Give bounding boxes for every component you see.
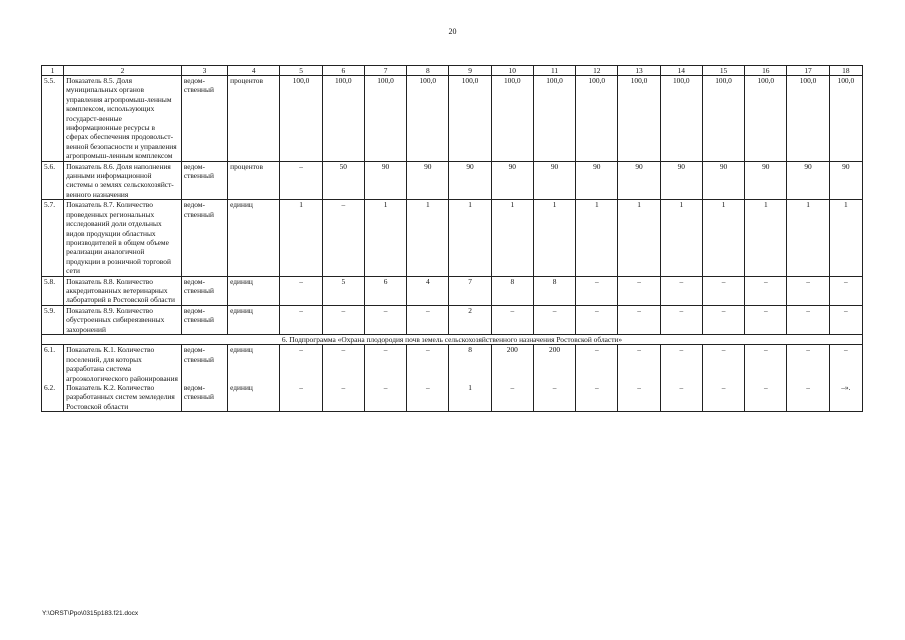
value-cell: 8	[491, 276, 533, 305]
table-row	[42, 305, 863, 334]
indicator-type: ведом-ственный	[181, 161, 227, 200]
value-cell: 200	[491, 345, 533, 383]
column-header-18: 18	[829, 66, 862, 76]
value-cell: –	[660, 276, 702, 305]
unit-of-measure: единиц	[228, 383, 280, 412]
value-cell: –	[533, 383, 575, 412]
value-cell: 1	[491, 200, 533, 276]
value-cell: 1	[449, 200, 491, 276]
value-cell: –	[702, 383, 744, 412]
value-cell: 1	[660, 200, 702, 276]
value-cell: 100,0	[449, 76, 491, 162]
row-number: 5.5.	[42, 76, 64, 162]
value-cell: –	[576, 276, 618, 305]
indicator-type: ведом-ственный	[181, 276, 227, 305]
indicators-table	[41, 65, 863, 412]
value-cell: 90	[407, 161, 449, 200]
header-row	[42, 66, 863, 76]
value-cell: 90	[787, 161, 829, 200]
value-cell: –	[829, 305, 862, 334]
value-cell: –	[280, 161, 322, 200]
value-cell: 90	[491, 161, 533, 200]
table-row	[42, 200, 863, 276]
column-header-17: 17	[787, 66, 829, 76]
value-cell: 90	[533, 161, 575, 200]
row-number: 6.2.	[42, 383, 64, 412]
value-cell: 8	[449, 345, 491, 383]
column-header-9: 9	[449, 66, 491, 76]
indicator-name: Показатель 8.8. Количество аккредитованных ветеринарных лабораторий в Ростовской области	[64, 276, 182, 305]
table-row	[42, 383, 863, 412]
value-cell: 100,0	[702, 76, 744, 162]
value-cell: 8	[533, 276, 575, 305]
value-cell: 90	[449, 161, 491, 200]
value-cell: 1	[576, 200, 618, 276]
value-cell: 1	[449, 383, 491, 412]
value-cell: 1	[787, 200, 829, 276]
value-cell: 90	[364, 161, 406, 200]
row-number: 5.8.	[42, 276, 64, 305]
value-cell: 100,0	[491, 76, 533, 162]
column-header-1: 1	[42, 66, 64, 76]
value-cell: 90	[829, 161, 862, 200]
unit-of-measure: единиц	[228, 276, 280, 305]
column-header-11: 11	[533, 66, 575, 76]
unit-of-measure: процентов	[228, 76, 280, 162]
value-cell: –	[280, 345, 322, 383]
page-number: 20	[448, 27, 457, 36]
value-cell: –	[576, 305, 618, 334]
value-cell: 1	[702, 200, 744, 276]
indicator-name: Показатель 8.7. Количество проведенных региональных исследований доли отдельных видов продукции областных производителей в общем объеме реализации аналогичной продукции в розничной торговой сети	[64, 200, 182, 276]
value-cell: 90	[576, 161, 618, 200]
value-cell: 100,0	[364, 76, 406, 162]
unit-of-measure: единиц	[228, 345, 280, 383]
indicator-name: Показатель 8.5. Доля муниципальных органов управления агропромыш-ленным комплексом, использующих государст-венные информационные ресурсы в сферах обеспечения продовольст-венной безопасности и управления агропромыш-ленным комплексом	[64, 76, 182, 162]
unit-of-measure: процентов	[228, 161, 280, 200]
indicator-type: ведом-ственный	[181, 76, 227, 162]
value-cell: –	[618, 345, 660, 383]
value-cell: –	[702, 276, 744, 305]
value-cell: 1	[618, 200, 660, 276]
value-cell: –	[407, 383, 449, 412]
value-cell: 100,0	[533, 76, 575, 162]
value-cell: –	[702, 345, 744, 383]
value-cell: –	[407, 305, 449, 334]
value-cell: –	[364, 305, 406, 334]
value-cell: –	[787, 276, 829, 305]
value-cell: –	[576, 345, 618, 383]
value-cell: 1	[407, 200, 449, 276]
row-number: 5.6.	[42, 161, 64, 200]
value-cell: 50	[322, 161, 364, 200]
value-cell: –	[829, 345, 862, 383]
indicator-type: ведом-ственный	[181, 200, 227, 276]
value-cell: –	[280, 383, 322, 412]
value-cell: 1	[533, 200, 575, 276]
table-row	[42, 276, 863, 305]
value-cell: 90	[745, 161, 787, 200]
value-cell: 1	[280, 200, 322, 276]
value-cell: 4	[407, 276, 449, 305]
indicator-name: Показатель К.1. Количество поселений, для которых разработана система агроэкологического районирования	[64, 345, 182, 383]
value-cell: –	[576, 383, 618, 412]
row-number: 5.9.	[42, 305, 64, 334]
value-cell: 100,0	[618, 76, 660, 162]
subprogram-row	[42, 334, 863, 344]
value-cell: –	[618, 383, 660, 412]
value-cell: –	[745, 383, 787, 412]
value-cell: –	[787, 305, 829, 334]
value-cell: –	[322, 305, 364, 334]
column-header-13: 13	[618, 66, 660, 76]
row-number: 5.7.	[42, 200, 64, 276]
value-cell: –	[322, 345, 364, 383]
value-cell: –	[787, 345, 829, 383]
column-header-14: 14	[660, 66, 702, 76]
value-cell: –	[364, 383, 406, 412]
value-cell: –	[280, 305, 322, 334]
value-cell: 90	[660, 161, 702, 200]
column-header-2: 2	[64, 66, 182, 76]
value-cell: –	[280, 276, 322, 305]
indicator-name: Показатель 8.9. Количество обустроенных сибиреязвенных захоронений	[64, 305, 182, 334]
value-cell: 1	[745, 200, 787, 276]
file-path-footer: Y:\ORST\Ppo\0315p183.f21.docx	[42, 610, 139, 617]
value-cell: –».	[829, 383, 862, 412]
value-cell: –	[745, 305, 787, 334]
column-header-4: 4	[228, 66, 280, 76]
column-header-15: 15	[702, 66, 744, 76]
column-header-5: 5	[280, 66, 322, 76]
value-cell: –	[364, 345, 406, 383]
value-cell: –	[745, 276, 787, 305]
value-cell: 1	[829, 200, 862, 276]
value-cell: –	[660, 345, 702, 383]
value-cell: 100,0	[280, 76, 322, 162]
value-cell: –	[407, 345, 449, 383]
value-cell: 2	[449, 305, 491, 334]
unit-of-measure: единиц	[228, 305, 280, 334]
indicator-name: Показатель 8.6. Доля наполнения данными информационной системы о землях сельскохозяйст-венного назначения	[64, 161, 182, 200]
value-cell: –	[618, 276, 660, 305]
column-header-10: 10	[491, 66, 533, 76]
column-header-7: 7	[364, 66, 406, 76]
subprogram-title: 6. Подпрограмма «Охрана плодородия почв земель сельскохозяйственного назначения Ростовской области»	[42, 334, 863, 344]
column-header-8: 8	[407, 66, 449, 76]
value-cell: 200	[533, 345, 575, 383]
value-cell: 90	[702, 161, 744, 200]
value-cell: –	[702, 305, 744, 334]
column-header-3: 3	[181, 66, 227, 76]
value-cell: 100,0	[829, 76, 862, 162]
value-cell: 100,0	[787, 76, 829, 162]
value-cell: –	[745, 345, 787, 383]
value-cell: 1	[364, 200, 406, 276]
table-row	[42, 76, 863, 162]
value-cell: 7	[449, 276, 491, 305]
table-row	[42, 345, 863, 383]
value-cell: –	[829, 276, 862, 305]
value-cell: 100,0	[322, 76, 364, 162]
value-cell: –	[618, 305, 660, 334]
value-cell: –	[660, 383, 702, 412]
value-cell: 100,0	[407, 76, 449, 162]
column-header-16: 16	[745, 66, 787, 76]
unit-of-measure: единиц	[228, 200, 280, 276]
indicator-type: ведом-ственный	[181, 345, 227, 383]
value-cell: –	[491, 383, 533, 412]
indicator-type: ведом-ственный	[181, 383, 227, 412]
value-cell: 90	[618, 161, 660, 200]
value-cell: 100,0	[660, 76, 702, 162]
value-cell: –	[787, 383, 829, 412]
value-cell: 6	[364, 276, 406, 305]
value-cell: –	[533, 305, 575, 334]
value-cell: –	[322, 383, 364, 412]
indicator-name: Показатель К.2. Количество разработанных систем земледелия Ростовской области	[64, 383, 182, 412]
value-cell: –	[322, 200, 364, 276]
table-body	[42, 66, 863, 412]
value-cell: 100,0	[745, 76, 787, 162]
column-header-6: 6	[322, 66, 364, 76]
table-row	[42, 161, 863, 200]
value-cell: 100,0	[576, 76, 618, 162]
value-cell: 5	[322, 276, 364, 305]
value-cell: –	[491, 305, 533, 334]
column-header-12: 12	[576, 66, 618, 76]
row-number: 6.1.	[42, 345, 64, 383]
indicator-type: ведом-ственный	[181, 305, 227, 334]
value-cell: –	[660, 305, 702, 334]
